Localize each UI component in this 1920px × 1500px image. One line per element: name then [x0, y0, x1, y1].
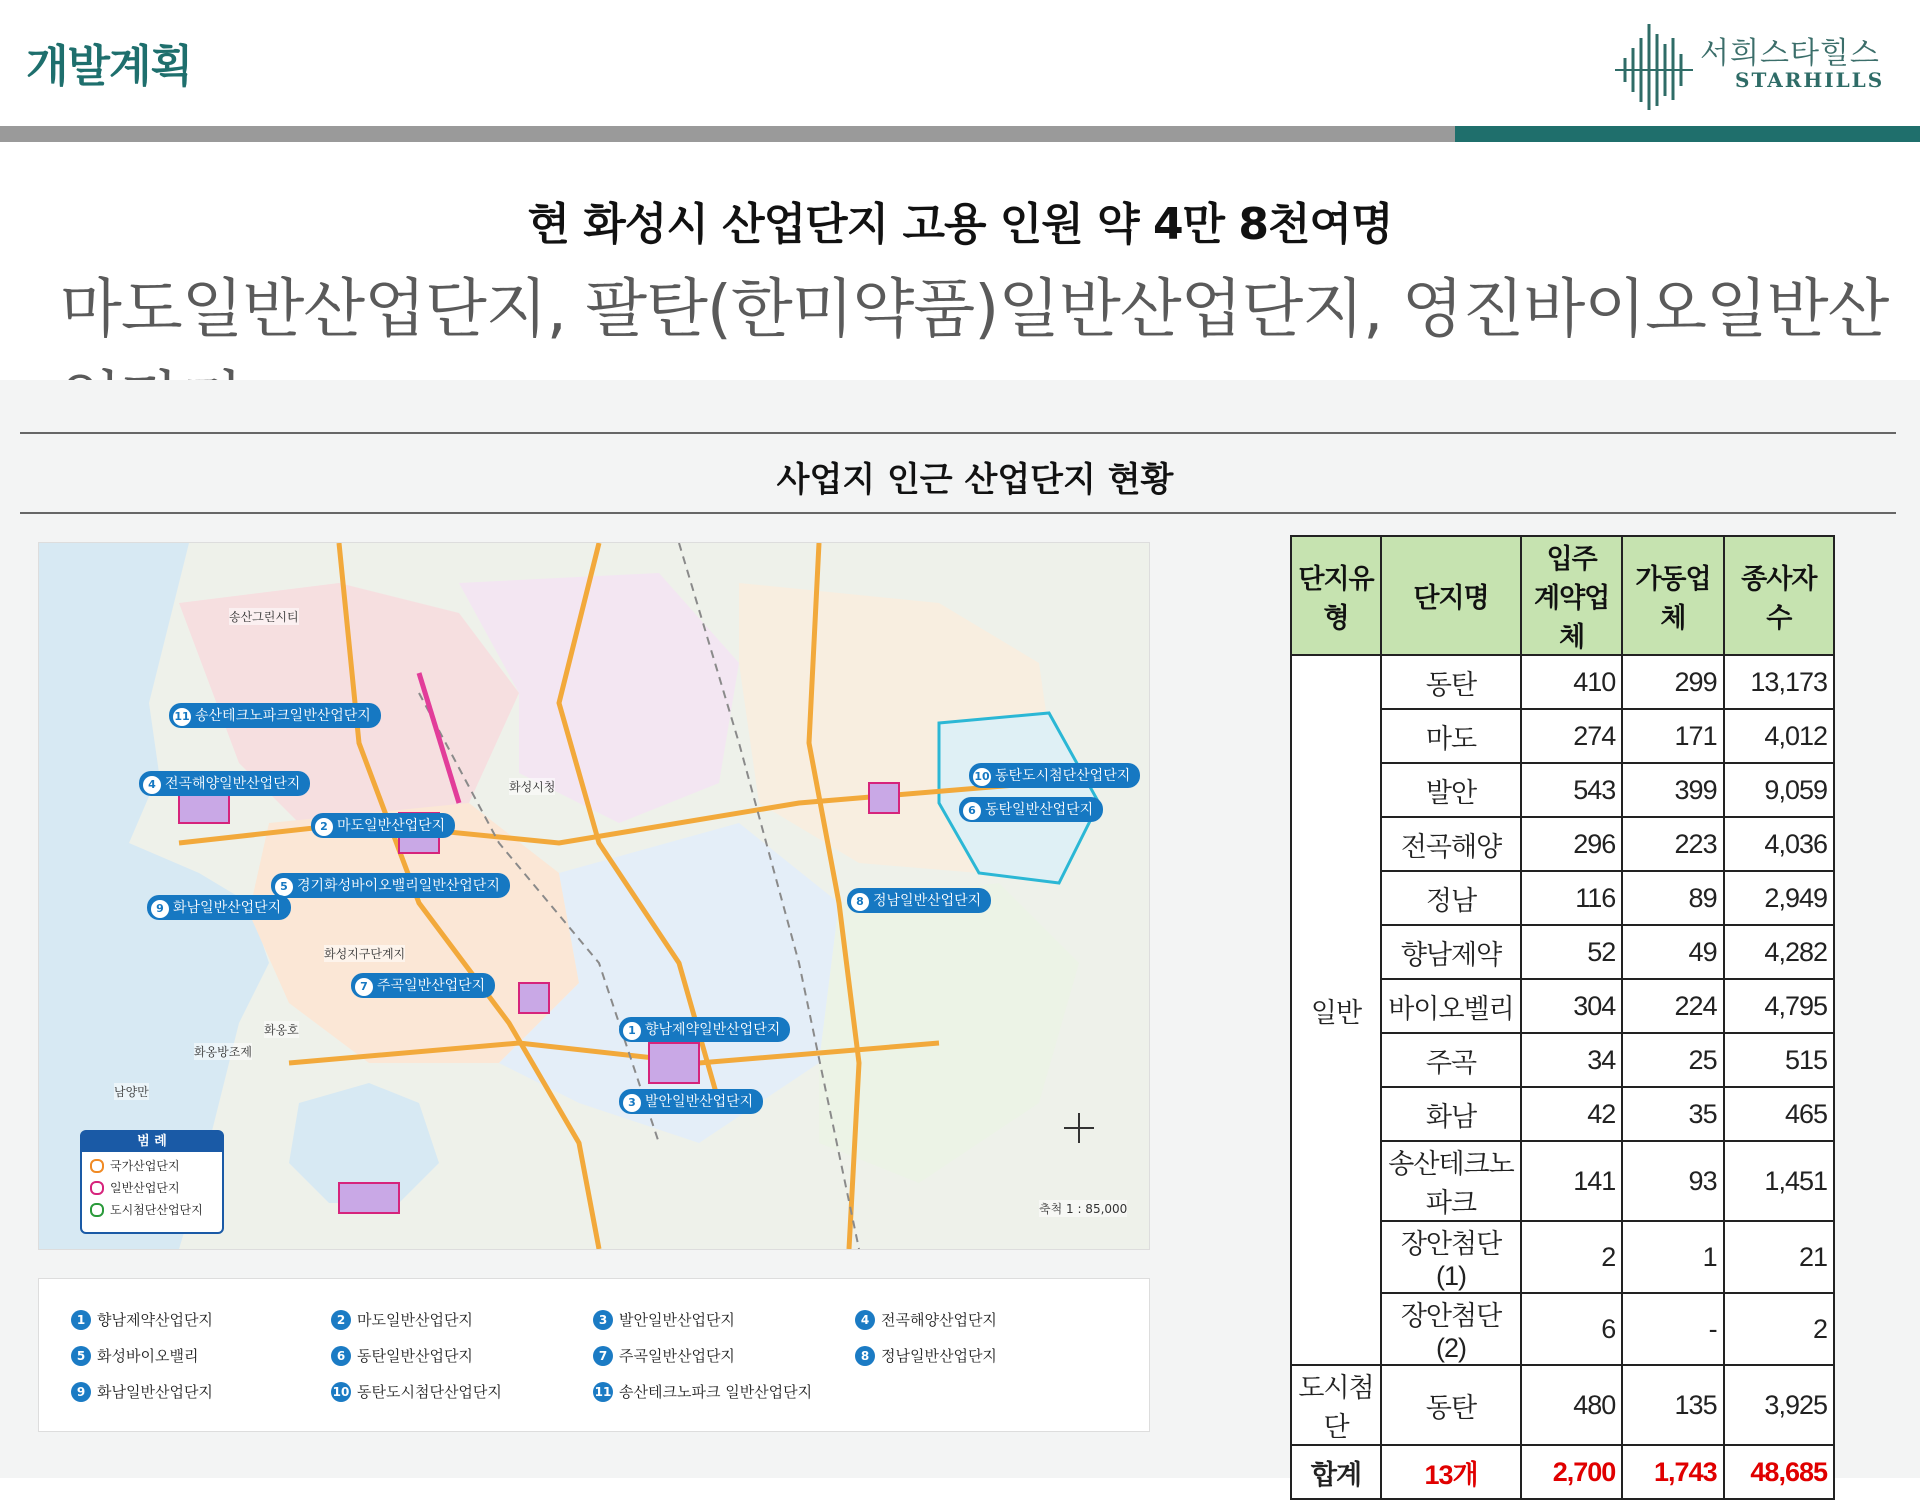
- ring-icon: [90, 1181, 104, 1195]
- map-place-label: 화성지구단계지: [324, 947, 406, 961]
- map-marker-3: 3 발안일반산업단지: [619, 1089, 763, 1114]
- table-row: 전곡해양 296 223 4,036: [1291, 817, 1834, 871]
- logo-english-text: STARHILLS: [1735, 68, 1885, 92]
- legend-item: 6 동탄일반산업단지: [331, 1345, 473, 1366]
- legend-item: 7 주곡일반산업단지: [593, 1345, 735, 1366]
- map-marker-5: 5 경기화성바이오밸리일반산업단지: [271, 873, 510, 898]
- map-marker-1: 1 향남제약일반산업단지: [619, 1017, 790, 1042]
- table-row: 화남 42 35 465: [1291, 1087, 1834, 1141]
- table-row: 정남 116 89 2,949: [1291, 871, 1834, 925]
- table-row: 발안 543 399 9,059: [1291, 763, 1834, 817]
- total-employees: 48,685: [1724, 1445, 1834, 1499]
- table-header-row: [1291, 536, 1834, 655]
- legend-item: 11 송산테크노파크 일반산업단지: [594, 1383, 813, 1401]
- legend-item: 2 마도일반산업단지: [331, 1309, 473, 1330]
- total-label: 합계: [1291, 1445, 1381, 1499]
- table-row-total: [1291, 1445, 1834, 1499]
- col-header-contract: 입주 계약업체: [1521, 536, 1622, 655]
- legend-item: 5 화성바이오밸리: [71, 1345, 198, 1366]
- legend-item: 3 발안일반산업단지: [593, 1309, 735, 1330]
- map-place-label: 남양만: [114, 1085, 149, 1099]
- map-legend-row: 국가산업단지: [90, 1157, 214, 1174]
- section-rule-top: [20, 432, 1896, 434]
- legend-item: 8 정남일반산업단지: [855, 1345, 997, 1366]
- map-marker-4: 4 전곡해양일반산업단지: [139, 771, 310, 796]
- map-place-label: 송산그린시티: [229, 610, 299, 624]
- map-marker-6: 6 동탄일반산업단지: [959, 797, 1103, 822]
- map-legend-row: 일반산업단지: [90, 1179, 214, 1196]
- col-header-operating: 가동업체: [1622, 536, 1723, 655]
- group-label-general: 일반: [1291, 655, 1381, 1365]
- ring-icon: [90, 1203, 104, 1217]
- table-row: 마도 274 171 4,012: [1291, 709, 1834, 763]
- map-marker-8: 8 정남일반산업단지: [847, 888, 991, 913]
- table-row: 장안첨단(1) 2 1 21: [1291, 1221, 1834, 1293]
- section-title: 사업지 인근 산업단지 현황: [776, 460, 1174, 500]
- section-rule-bottom: [20, 512, 1896, 514]
- table-row: 바이오벨리 304 224 4,795: [1291, 979, 1834, 1033]
- total-contract: 2,700: [1521, 1445, 1622, 1499]
- map-marker-2: 2 마도일반산업단지: [311, 813, 455, 838]
- total-operating: 1,743: [1622, 1445, 1723, 1499]
- legend-item: 9 화남일반산업단지: [71, 1381, 213, 1402]
- table-row: 송산테크노파크 141 93 1,451: [1291, 1141, 1834, 1221]
- headline-primary: 현 화성시 산업단지 고용 인원 약 4만 8천여명: [527, 199, 1393, 250]
- legend-item: 10 동탄도시첨단산업단지: [332, 1383, 502, 1401]
- legend-item: 4 전곡해양산업단지: [855, 1309, 997, 1330]
- page-title: 개발계획: [26, 41, 193, 92]
- col-header-name: 단지명: [1381, 536, 1521, 655]
- complex-legend: [38, 1278, 1150, 1432]
- map-place-label: 화성시청: [509, 780, 556, 794]
- table-row: 장안첨단(2) 6 - 2: [1291, 1293, 1834, 1365]
- map-legend: [80, 1130, 224, 1234]
- map-legend-row: 도시첨단산업단지: [90, 1201, 214, 1218]
- col-header-employees: 종사자 수: [1724, 536, 1834, 655]
- map-marker-7: 7 주곡일반산업단지: [351, 973, 495, 998]
- logo-korean-text: 서희스타힐스: [1700, 36, 1880, 71]
- total-count: 13개: [1381, 1445, 1521, 1499]
- table-row: 일반 동탄 410 299 13,173: [1291, 655, 1834, 709]
- legend-item: 1 향남제약산업단지: [71, 1309, 213, 1330]
- map-scale: 축척 1 : 85,000: [1039, 1202, 1128, 1216]
- header-divider-gray: [0, 126, 1455, 142]
- table-row-urban: 도시첨단 동탄 480 135 3,925: [1291, 1365, 1834, 1445]
- table-row: 주곡 34 25 515: [1291, 1033, 1834, 1087]
- col-header-type: 단지유형: [1291, 536, 1381, 655]
- map-legend-title: 범 례: [82, 1132, 222, 1152]
- map-place-label: 화옹방조제: [194, 1045, 252, 1059]
- map-marker-10: 10 동탄도시첨단산업단지: [969, 763, 1140, 788]
- header-divider-teal: [1455, 126, 1920, 142]
- map-marker-11: 11 송산테크노파크일반산업단지: [169, 703, 381, 728]
- table-row: 향남제약 52 49 4,282: [1291, 925, 1834, 979]
- map-marker-9: 9 화남일반산업단지: [147, 895, 291, 920]
- headline-secondary: 마도일반산업단지, 팔탄(한미약품)일반산업단지, 영진바이오일반산: [60, 273, 1889, 347]
- industrial-complex-table: [1290, 535, 1835, 1500]
- map-place-label: 화옹호: [264, 1023, 299, 1037]
- ring-icon: [90, 1159, 104, 1173]
